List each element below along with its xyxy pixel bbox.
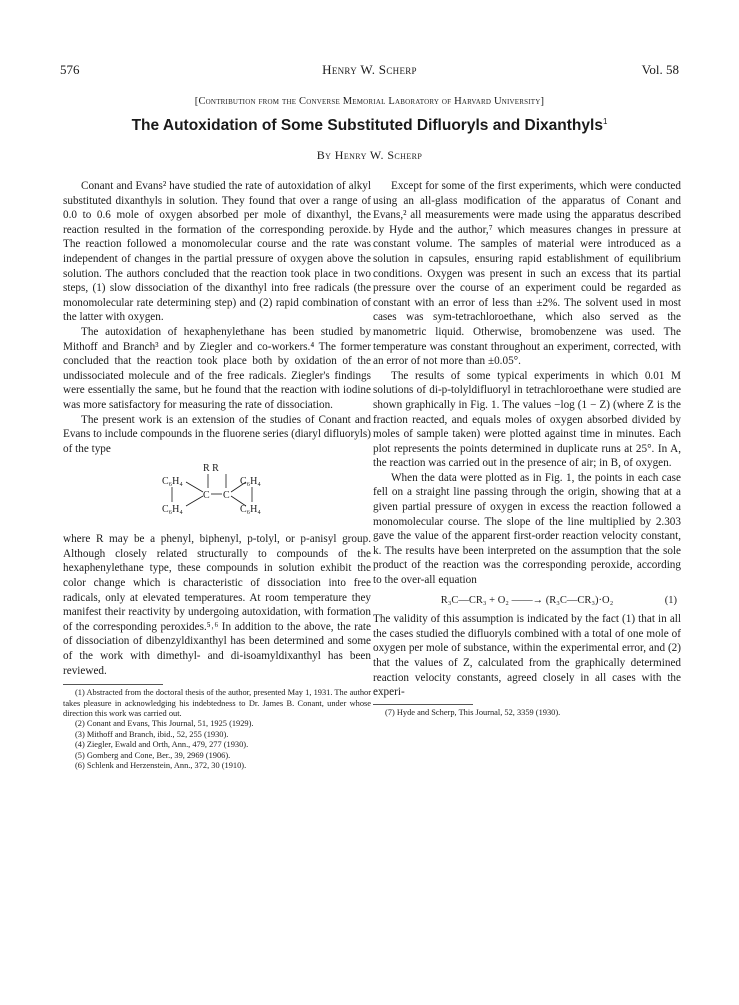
paragraph: where R may be a phenyl, biphenyl, p-tolyl, or p-anisyl group. Although closely related structurally to compounds of the hexaphenylethane type, these compounds in solution exhibit the color change which is characteristic of dissociation into free radicals, only at elevated temperatures. At room temperature they manifest their reactivity by undergoing autoxidation, with formation of the corresponding peroxides.⁵˒⁶ In addition to the above, the rate of dissociation of dibenzyldixanthyl has been determined and some of the work with dimethyl- and di-isoamyldixanthyl has been reviewed. bbox=[63, 533, 371, 677]
footnotes-left bbox=[63, 688, 371, 771]
running-head bbox=[60, 62, 679, 78]
structure-carbon-right: C bbox=[223, 490, 230, 502]
equation-number: (1) bbox=[664, 594, 677, 606]
structure-svg bbox=[142, 460, 292, 524]
structure-carbon-left: C bbox=[203, 490, 210, 502]
bond-line bbox=[186, 496, 203, 506]
paragraph: When the data were plotted as in Fig. 1, the points in each case fell on a straight line passing through the origin, showing that at a given partial pressure of oxygen in excess the reaction followed a monomolecular course. The slope of the line multiplied by 2.303 gave the value of the apparent first-order reaction velocity constant, k. The results have been interpreted on the assumption that the sole product of the reaction was the corresponding peroxide, according to the over-all equation bbox=[373, 471, 681, 587]
footnote: (7) Hyde and Scherp, This Journal, 52, 3359 (1930). bbox=[385, 707, 561, 717]
structure-c6h4-top-left: C₆H₄ bbox=[162, 476, 183, 488]
chemical-structure-diagram bbox=[63, 460, 371, 524]
footnote: (6) Schlenk and Herzenstein, Ann., 372, 30 (1910). bbox=[75, 761, 247, 771]
paragraph: Conant and Evans² have studied the rate of autoxidation of alkyl substituted dixanthyls in solution. They found that over a range of 0.0 to 0.6 mole of oxygen absorbed per mole of dixanthyl, the reaction resulted in the formation of the corresponding peroxide. The reaction followed a monomolecular course and the rate was independent of changes in the partial pressure of oxygen above the solution. The authors concluded that the reaction took place in two steps, (1) slow dissociation of the dixanthyl into free radicals (the monomolecular rate determining step) and (2) rapid combination of the latter with oxygen. bbox=[63, 180, 371, 324]
structure-r-labels: R R bbox=[203, 463, 219, 475]
footnote: (3) Mithoff and Branch, ibid., 52, 255 (1930). bbox=[75, 729, 229, 739]
running-title: Henry W. Scherp bbox=[322, 62, 417, 77]
footnote: (2) Conant and Evans, This Journal, 51, 1925 (1929). bbox=[75, 719, 254, 729]
footnotes-right bbox=[373, 704, 681, 718]
right-column bbox=[373, 179, 681, 718]
footnote: (4) Ziegler, Ewald and Orth, Ann., 479, 277 (1930). bbox=[75, 740, 249, 750]
footnote: (5) Gomberg and Cone, Ber., 39, 2969 (1906). bbox=[75, 750, 231, 760]
paragraph: The present work is an extension of the studies of Conant and Evans to include compounds in the fluorene series (diaryl difluoryls) of the type bbox=[63, 413, 371, 455]
left-column bbox=[63, 179, 371, 771]
structure-c6h4-top-right: C₆H₄ bbox=[240, 476, 261, 488]
footnote-rule bbox=[373, 704, 473, 705]
structure-c6h4-bottom-left: C₆H₄ bbox=[162, 504, 183, 516]
volume-label: Vol. 58 bbox=[641, 62, 679, 77]
footnote: (1) Abstracted from the doctoral thesis of the author, presented May 1, 1931. The author takes pleasure in acknowledging his indebtedness to Dr. James B. Conant, under whose direction this work was carried out. bbox=[63, 688, 371, 719]
structure-c6h4-bottom-right: C₆H₄ bbox=[240, 504, 261, 516]
article-title-text: The Autoxidation of Some Substituted Difluoryls and Dixanthyls bbox=[131, 117, 603, 135]
paragraph: Except for some of the first experiments, which were conducted using an all-glass modification of the apparatus of Conant and Evans,² all measurements were made using the apparatus described by Hyde and the author,⁷ which measures changes in pressure at constant volume. The samples of material were introduced as a solution in capsules, ensuring rapid establishment of equilibrium conditions. Oxygen was present in such an excess that its partial pressure over the course of an experiment could be regarded as constant with an error of less than ±2%. The solvent used in most cases was sym-tetrachloroethane, which also served as the manometric liquid. Otherwise, bromobenzene was used. The temperature was constant throughout an experiment, corrected, with an error of not more than ±0.05°. bbox=[373, 180, 681, 368]
equation bbox=[373, 594, 681, 609]
contribution-line: [Contribution from the Converse Memorial Laboratory of Harvard University] bbox=[194, 96, 545, 107]
paragraph: The autoxidation of hexaphenylethane has been studied by Mithoff and Branch³ and by Ziegler and co-workers.⁴ The former concluded that the reaction took place both by oxidation of the undissociated molecule and of the free radicals. Ziegler's findings were essentially the same, but he found that the reaction with iodine was more satisfactory for measuring the rate of dissociation. bbox=[63, 325, 371, 411]
bond-line bbox=[231, 482, 246, 492]
paragraph: The results of some typical experiments in which 0.01 M solutions of di-p-tolyldifluoryl in tetrachloroethane were studied are shown graphically in Fig. 1. The values −log (1 − Z) (where Z is the fraction reacted, and equals moles of oxygen absorbed divided by moles of sample taken) were plotted against time in minutes. Each plot represents the points determined in duplicate runs at 25°. In A, the reaction was carried out in the presence of air; in B, of oxygen. bbox=[373, 369, 681, 470]
footnote-rule bbox=[63, 684, 163, 685]
article-title bbox=[0, 117, 739, 135]
page-number: 576 bbox=[60, 62, 80, 77]
equation-text: R₃C—CR₃ + O₂ ——→ (R₃C—CR₃)·O₂ bbox=[440, 594, 614, 606]
paragraph: The validity of this assumption is indicated by the fact (1) that in all the cases studied the difluoryls combined with a total of one mole of oxygen per mole of substance, within the experimental error, and (2) that the values of Z, calculated from the graphically determined reaction velocity constants, agreed closely in all cases with the experi- bbox=[373, 613, 681, 699]
bond-line bbox=[186, 482, 203, 492]
title-footnote-mark: 1 bbox=[602, 117, 608, 126]
byline: By Henry W. Scherp bbox=[316, 148, 423, 162]
